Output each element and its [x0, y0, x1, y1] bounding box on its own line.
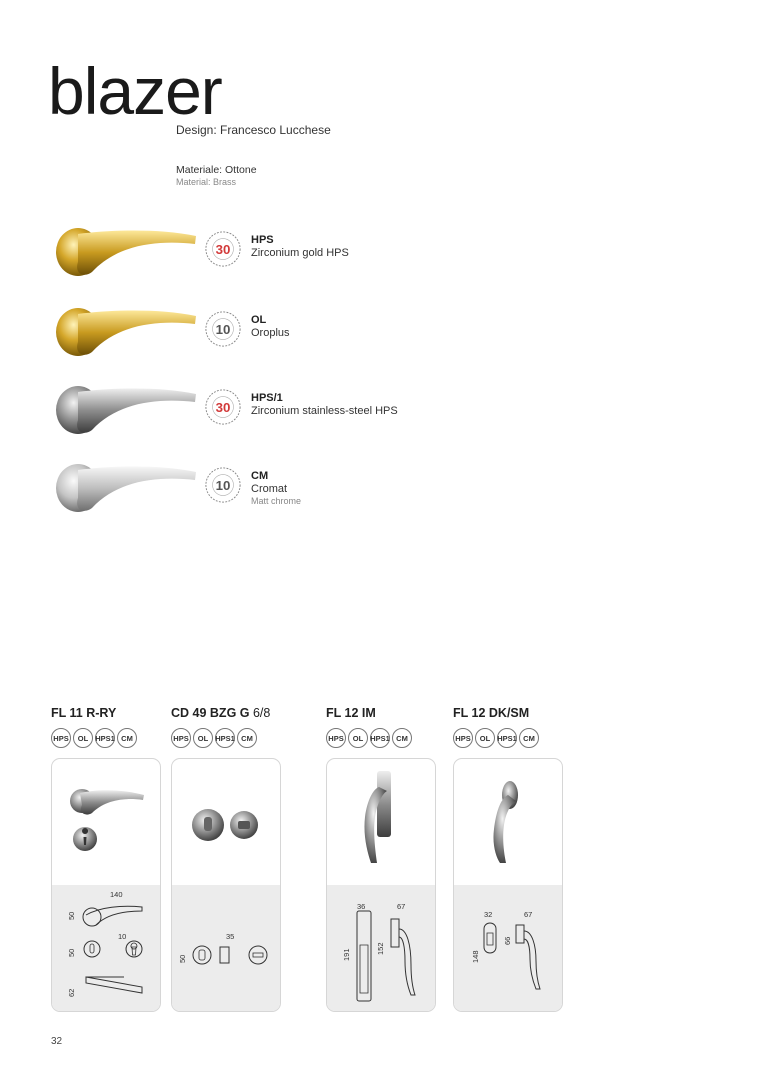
dim-label: 66	[503, 936, 512, 945]
technical-drawing	[172, 885, 280, 1012]
material-english: Material: Brass	[176, 177, 237, 187]
finish-subname: Matt chrome	[251, 496, 302, 506]
product-fl12im	[326, 706, 456, 743]
handle-oroplus-image	[48, 302, 198, 364]
warranty-30-badge-icon	[204, 230, 242, 268]
badge-number: 10	[215, 321, 231, 337]
product-card-fl11	[51, 758, 161, 1012]
finish-chip: CM	[519, 728, 539, 748]
product-photo	[327, 759, 435, 885]
page-title: blazer	[48, 54, 222, 128]
warranty-10-badge-icon	[204, 466, 242, 504]
product-fl11	[51, 706, 181, 743]
dim-label: 10	[118, 932, 127, 941]
finish-code: OL	[251, 314, 267, 326]
dim-label: 50	[67, 911, 76, 920]
finish-chip: HPS1	[95, 728, 115, 748]
warranty-30-badge-icon	[204, 388, 242, 426]
finish-name: Zirconium stainless-steel HPS	[251, 405, 398, 417]
product-photo	[454, 759, 562, 885]
finish-code: CM	[251, 470, 269, 482]
dim-label: 191	[342, 948, 351, 961]
finish-chip: HPS1	[370, 728, 390, 748]
dim-label: 152	[376, 942, 385, 955]
finish-chip: OL	[73, 728, 93, 748]
finish-name: Cromat	[251, 483, 288, 495]
product-card-fl12dk	[453, 758, 563, 1012]
dim-label: 67	[397, 902, 406, 911]
finish-name: Zirconium gold HPS	[251, 247, 349, 259]
finish-row-ol	[40, 302, 440, 372]
badge-number: 10	[215, 477, 231, 493]
finish-code: HPS/1	[251, 392, 283, 404]
finish-chips	[453, 728, 541, 748]
finish-chips	[326, 728, 414, 748]
dim-label: 32	[484, 910, 493, 919]
product-photo	[52, 759, 160, 885]
finish-code: HPS	[251, 234, 274, 246]
finish-chip: HPS	[453, 728, 473, 748]
dim-label: 36	[357, 902, 366, 911]
dim-label: 67	[524, 910, 533, 919]
warranty-10-badge-icon	[204, 310, 242, 348]
dim-label: 50	[178, 954, 187, 963]
handle-gold-image	[48, 222, 198, 284]
finish-chip: CM	[117, 728, 137, 748]
product-fl12dk	[453, 706, 583, 743]
finish-name: Oroplus	[251, 327, 290, 339]
product-cd49	[171, 706, 301, 743]
product-card-fl12im	[326, 758, 436, 1012]
finish-chip: CM	[237, 728, 257, 748]
finish-chip: HPS1	[215, 728, 235, 748]
technical-drawing	[327, 885, 435, 1012]
product-code: FL 12 DK/SM	[453, 706, 530, 720]
product-code: FL 12 IM	[326, 706, 376, 720]
finish-row-cm	[40, 458, 440, 528]
badge-number: 30	[215, 241, 231, 257]
dim-label: 140	[110, 890, 123, 899]
handle-steel-image	[48, 380, 198, 442]
product-code: CD 49 BZG G 6/8	[171, 706, 271, 720]
badge-number: 30	[215, 399, 231, 415]
finish-row-hps1	[40, 380, 440, 450]
handle-matt-chrome-image	[48, 458, 198, 520]
dim-label: 148	[471, 950, 480, 963]
technical-drawing	[454, 885, 562, 1012]
finish-chip: HPS	[51, 728, 71, 748]
finish-chip: CM	[392, 728, 412, 748]
page-number: 32	[51, 1036, 63, 1047]
finish-chip: OL	[348, 728, 368, 748]
material-italian: Materiale: Ottone	[176, 164, 257, 176]
finish-chip: OL	[475, 728, 495, 748]
dim-label: 50	[67, 948, 76, 957]
product-code-suffix: 6/8	[252, 706, 271, 720]
finish-chips	[171, 728, 259, 748]
finish-chip: HPS1	[497, 728, 517, 748]
product-card-cd49	[171, 758, 281, 1012]
product-photo	[172, 759, 280, 885]
finish-chip: HPS	[326, 728, 346, 748]
technical-drawing	[52, 885, 160, 1012]
dim-label: 35	[226, 932, 235, 941]
finish-chips	[51, 728, 139, 748]
dim-label: 62	[67, 988, 76, 997]
designer-credit: Design: Francesco Lucchese	[176, 123, 331, 137]
product-code: FL 11 R-RY	[51, 706, 117, 720]
finish-chip: HPS	[171, 728, 191, 748]
finish-row-hps	[40, 222, 440, 292]
finish-chip: OL	[193, 728, 213, 748]
